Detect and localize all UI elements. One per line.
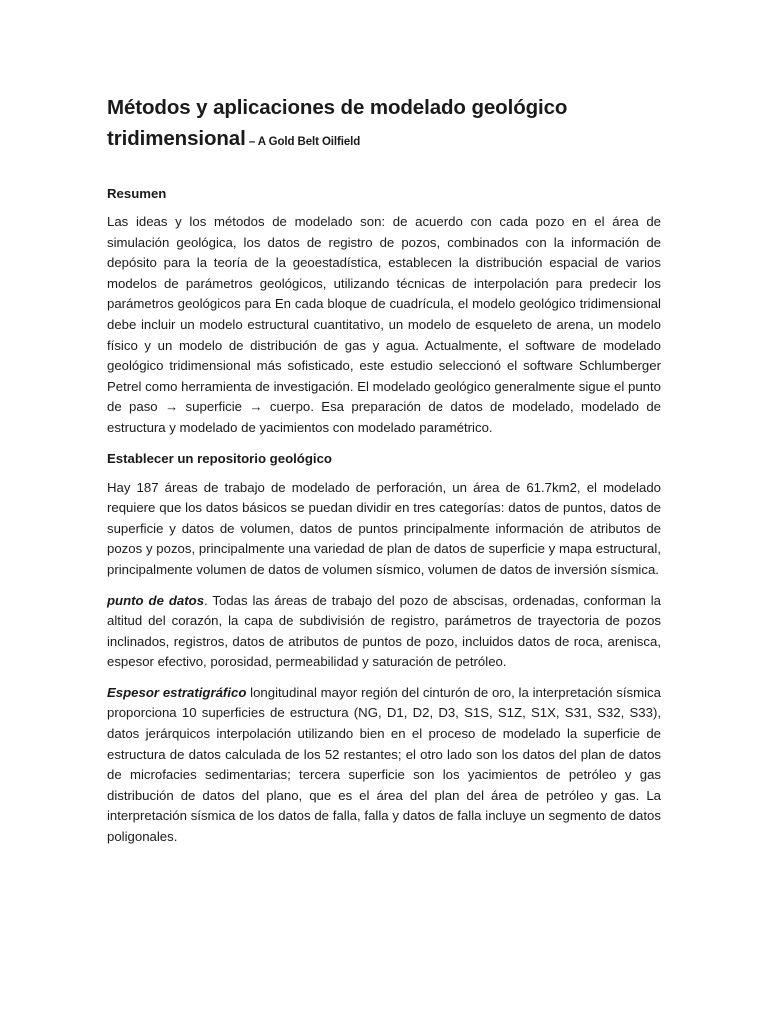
paragraph-resumen: Las ideas y los métodos de modelado son: de acuerdo con cada pozo en el área de simulación geológica, los datos de registro de pozos, combinados con la información de depósito para la teoría de la geoestadística, establecen la distribución espacial de varios modelos de parámetros geológicos, utilizando técnicas de interpolación para predecir los parámetros geológicos para En cada bloque de cuadrícula, el modelo geológico tridimensional debe incluir un modelo estructural cuantitativo, un modelo de esqueleto de arena, un modelo físico y un modelo de distribución de gas y agua. Actualmente, el software de modelado geológico tridimensional más sofisticado, este estudio seleccionó el software Schlumberger Petrel como herramienta de investigación. El modelado geológico generalmente sigue el punto de paso → superficie → cuerpo. Esa preparación de datos de modelado, modelado de estructura y modelado de yacimientos con modelado paramétrico.: [107, 214, 661, 435]
section-heading-repositorio: Establecer un repositorio geológico: [107, 450, 332, 466]
paragraph-punto-de-datos: [107, 591, 661, 673]
paragraph-repositorio: Hay 187 áreas de trabajo de modelado de perforación, un área de 61.7km2, el modelado requiere que los datos básicos se puedan dividir en tres categorías: datos de puntos, datos de superficie y datos de volumen, datos de puntos principalmente información de atributos de pozos y pozos, principalmente una variedad de plan de datos de superficie y mapa estructural, principalmente volumen de datos de volumen sísmico, volumen de datos de inversión sísmica.: [107, 479, 661, 577]
title-main: Métodos y aplicaciones de modelado geológico tridimensional: [107, 96, 568, 150]
term-espesor-estratigrafico: Espesor estratigráfico: [107, 684, 247, 700]
document-title: [107, 92, 661, 158]
paragraph-espesor-text: longitudinal mayor región del cinturón de oro, la interpretación sísmica proporciona 10 superficies de estructura (NG, D1, D2, D3, S1S, S1Z, S1X, S31, S32, S33), datos jerárquicos interpolación utilizando bien en el proceso de modelado la superficie de estructura de datos calculada de los 52 restantes; el otro lado son los datos del plan de datos de microfacies sedimentarias; tercera superficie son los yacimientos de petróleo y gas distribución de datos del plano, que es el área del plan del área de petróleo y gas. La interpretación sísmica de los datos de falla, falla y datos de falla incluye un segmento de datos poligonales.: [107, 684, 661, 845]
section-heading-resumen: Resumen: [107, 186, 167, 201]
term-punto-de-datos: punto de datos: [107, 592, 205, 608]
paragraph-punto-de-datos-text: . Todas las áreas de trabajo del pozo de abscisas, ordenadas, conforman la altitud del corazón, la capa de subdivisión de registro, parámetros de trayectoria de pozos inclinados, registros, datos de atributos de puntos de pozo, incluidos datos de roca, arenisca, espesor efectivo, porosidad, permeabilidad y saturación de petróleo.: [107, 592, 661, 670]
paragraph-espesor: [107, 683, 661, 848]
title-subtitle: – A Gold Belt Oilfield: [245, 136, 361, 148]
document-page: [107, 92, 661, 848]
